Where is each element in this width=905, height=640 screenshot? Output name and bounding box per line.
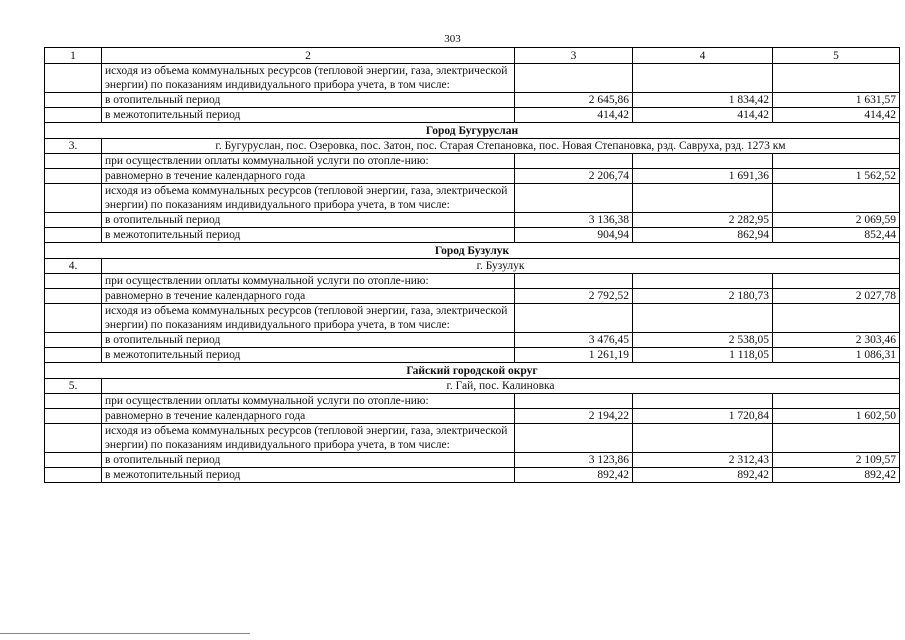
value-empty xyxy=(633,274,773,289)
value-row xyxy=(45,468,900,483)
header-col-5: 5 xyxy=(773,48,900,64)
locality-row xyxy=(45,139,900,154)
value-col-4: 1 720,84 xyxy=(633,409,773,424)
section-title: Город Бузулук xyxy=(45,243,900,259)
row-number-empty xyxy=(45,184,102,213)
row-number-empty xyxy=(45,108,102,123)
row-label: в отопительный период xyxy=(102,333,515,348)
description-row xyxy=(45,304,900,333)
value-col-4: 2 538,05 xyxy=(633,333,773,348)
row-number-empty xyxy=(45,274,102,289)
row-number-empty xyxy=(45,394,102,409)
row-label: в межотопительный период xyxy=(102,108,515,123)
value-empty xyxy=(515,184,633,213)
value-empty xyxy=(773,274,900,289)
description-text: при осуществлении оплаты коммунальной услуги по отопле-нию: xyxy=(102,154,515,169)
section-header-row xyxy=(45,363,900,379)
value-col-3: 3 136,38 xyxy=(515,213,633,228)
header-col-3: 3 xyxy=(515,48,633,64)
row-label: в отопительный период xyxy=(102,453,515,468)
value-empty xyxy=(773,64,900,93)
value-col-5: 1 602,50 xyxy=(773,409,900,424)
value-col-5: 2 303,46 xyxy=(773,333,900,348)
value-row xyxy=(45,333,900,348)
section-header-row xyxy=(45,243,900,259)
tariff-table-body xyxy=(45,48,900,483)
value-row xyxy=(45,409,900,424)
value-col-3: 414,42 xyxy=(515,108,633,123)
description-row xyxy=(45,64,900,93)
value-col-3: 3 476,45 xyxy=(515,333,633,348)
value-empty xyxy=(515,64,633,93)
value-empty xyxy=(773,304,900,333)
value-col-5: 892,42 xyxy=(773,468,900,483)
section-title: Город Бугуруслан xyxy=(45,123,900,139)
description-text: при осуществлении оплаты коммунальной услуги по отопле-нию: xyxy=(102,274,515,289)
value-col-5: 1 631,57 xyxy=(773,93,900,108)
value-col-5: 852,44 xyxy=(773,228,900,243)
value-empty xyxy=(515,394,633,409)
value-col-5: 2 027,78 xyxy=(773,289,900,304)
value-col-4: 1 691,36 xyxy=(633,169,773,184)
value-col-3: 3 123,86 xyxy=(515,453,633,468)
value-row xyxy=(45,228,900,243)
value-col-3: 2 645,86 xyxy=(515,93,633,108)
row-number: 3. xyxy=(45,139,102,154)
row-number-empty xyxy=(45,348,102,363)
locality-name: г. Гай, пос. Калиновка xyxy=(102,379,900,394)
row-label: в отопительный период xyxy=(102,93,515,108)
value-empty xyxy=(773,154,900,169)
row-number-empty xyxy=(45,93,102,108)
row-label: в межотопительный период xyxy=(102,348,515,363)
row-label: равномерно в течение календарного года xyxy=(102,409,515,424)
row-number: 4. xyxy=(45,259,102,274)
description-text: исходя из объема коммунальных ресурсов (тепловой энергии, газа, электрической энергии) по показаниям индивидуального прибора учета, в том числе: xyxy=(102,64,515,93)
value-col-3: 2 194,22 xyxy=(515,409,633,424)
row-label: в межотопительный период xyxy=(102,228,515,243)
value-empty xyxy=(515,154,633,169)
row-number-empty xyxy=(45,424,102,453)
value-empty xyxy=(515,304,633,333)
row-label: равномерно в течение календарного года xyxy=(102,289,515,304)
row-number: 5. xyxy=(45,379,102,394)
value-col-4: 1 118,05 xyxy=(633,348,773,363)
row-label: в межотопительный период xyxy=(102,468,515,483)
value-empty xyxy=(515,274,633,289)
description-row xyxy=(45,424,900,453)
row-number-empty xyxy=(45,453,102,468)
row-number-empty xyxy=(45,468,102,483)
footnote-divider xyxy=(0,633,250,634)
value-empty xyxy=(633,64,773,93)
row-label: в отопительный период xyxy=(102,213,515,228)
description-row xyxy=(45,394,900,409)
page-number: 303 xyxy=(444,33,461,45)
value-empty xyxy=(773,184,900,213)
section-title: Гайский городской округ xyxy=(45,363,900,379)
header-row xyxy=(45,48,900,64)
row-label: равномерно в течение календарного года xyxy=(102,169,515,184)
value-col-4: 2 282,95 xyxy=(633,213,773,228)
locality-row xyxy=(45,259,900,274)
value-col-5: 1 562,52 xyxy=(773,169,900,184)
value-col-5: 2 109,57 xyxy=(773,453,900,468)
value-row xyxy=(45,213,900,228)
value-col-4: 2 180,73 xyxy=(633,289,773,304)
value-col-4: 892,42 xyxy=(633,468,773,483)
value-empty xyxy=(515,424,633,453)
row-number-empty xyxy=(45,304,102,333)
value-empty xyxy=(633,184,773,213)
value-empty xyxy=(773,424,900,453)
value-col-3: 2 792,52 xyxy=(515,289,633,304)
row-number-empty xyxy=(45,213,102,228)
value-row xyxy=(45,93,900,108)
description-text: при осуществлении оплаты коммунальной услуги по отопле-нию: xyxy=(102,394,515,409)
value-col-5: 1 086,31 xyxy=(773,348,900,363)
row-number-empty xyxy=(45,409,102,424)
row-number-empty xyxy=(45,169,102,184)
description-text: исходя из объема коммунальных ресурсов (тепловой энергии, газа, электрической энергии) по показаниям индивидуального прибора учета, в том числе: xyxy=(102,424,515,453)
row-number-empty xyxy=(45,154,102,169)
section-header-row xyxy=(45,123,900,139)
value-row xyxy=(45,453,900,468)
value-col-3: 904,94 xyxy=(515,228,633,243)
value-col-3: 2 206,74 xyxy=(515,169,633,184)
value-row xyxy=(45,348,900,363)
value-row xyxy=(45,169,900,184)
value-empty xyxy=(633,304,773,333)
value-row xyxy=(45,108,900,123)
description-text: исходя из объема коммунальных ресурсов (тепловой энергии, газа, электрической энергии) по показаниям индивидуального прибора учета, в том числе: xyxy=(102,304,515,333)
value-col-5: 414,42 xyxy=(773,108,900,123)
description-row xyxy=(45,184,900,213)
value-empty xyxy=(633,424,773,453)
value-empty xyxy=(633,154,773,169)
value-col-5: 2 069,59 xyxy=(773,213,900,228)
value-col-4: 2 312,43 xyxy=(633,453,773,468)
header-col-1: 1 xyxy=(45,48,102,64)
header-col-2: 2 xyxy=(102,48,515,64)
locality-name: г. Бугуруслан, пос. Озеровка, пос. Затон, пос. Старая Степановка, пос. Новая Степановка, рзд. Савруха, рзд. 1273 км xyxy=(102,139,900,154)
locality-name: г. Бузулук xyxy=(102,259,900,274)
row-number-empty xyxy=(45,228,102,243)
row-number-empty xyxy=(45,64,102,93)
description-row xyxy=(45,154,900,169)
tariff-table xyxy=(44,47,900,483)
header-col-4: 4 xyxy=(633,48,773,64)
value-empty xyxy=(773,394,900,409)
value-col-3: 892,42 xyxy=(515,468,633,483)
description-row xyxy=(45,274,900,289)
value-col-4: 1 834,42 xyxy=(633,93,773,108)
value-row xyxy=(45,289,900,304)
value-col-4: 414,42 xyxy=(633,108,773,123)
value-empty xyxy=(633,394,773,409)
value-col-4: 862,94 xyxy=(633,228,773,243)
value-col-3: 1 261,19 xyxy=(515,348,633,363)
row-number-empty xyxy=(45,333,102,348)
description-text: исходя из объема коммунальных ресурсов (тепловой энергии, газа, электрической энергии) по показаниям индивидуального прибора учета, в том числе: xyxy=(102,184,515,213)
row-number-empty xyxy=(45,289,102,304)
locality-row xyxy=(45,379,900,394)
